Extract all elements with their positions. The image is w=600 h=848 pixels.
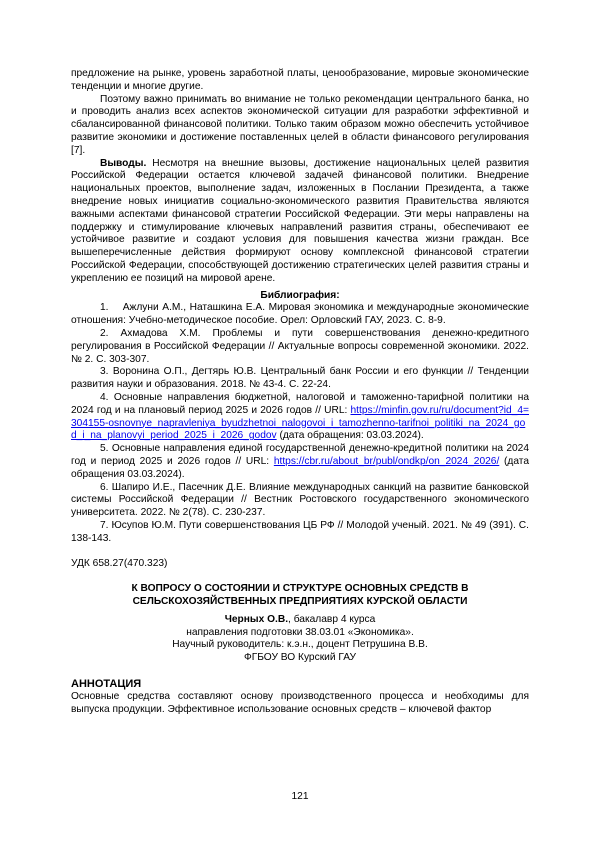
- cbr-link[interactable]: https://cbr.ru/about_br/publ/ondkp/on_2024_2026/: [273, 455, 500, 467]
- author-name: Черных О.В.: [224, 613, 289, 625]
- annotation-text: Основные средства составляют основу производственного процесса и необходимы для выпуска продукции. Эффективное использование основных средств – ключевой фактор: [71, 690, 529, 715]
- conclusion-text: Несмотря на внешние вызовы, достижение национальных целей развития Российской Федерации остается ключевой задачей финансовой политики. Внедрение национальных проектов, выполнение задач, изложенных в Послании Президента, а также внедрение новых инициатив социально-экономического развития Правительства являются важными аспектами финансовой стратегии Российской Федерации. Эти меры направлены на поддержку и стимулирование ключевых направлений развития страны, обеспечивают ее устойчивое развитие и создают условия для повышения качества жизни граждан. Все вышеперечисленные действия формируют основу комплексной финансовой стратегии Российской Федерации, способствующей достижению стратегических целей развития страны и укреплению ее позиций на мировой арене.: [71, 157, 529, 284]
- bibliography-item-5: 5. Основные направления единой государственной денежно-кредитной политики на 2024 год и период 2025 и 2026 годов // URL: https://cbr.ru/about_br/publ/ondkp/on_2024_2026/ (дата обращения 03.03.2024).: [71, 443, 529, 480]
- bibliography-title: Библиография:: [260, 289, 340, 301]
- minfin-link[interactable]: https://minfin.gov.ru/ru/document?id_4=304155-osnovnye_napravleniya_byudzhetnoi_nalogovoi_i_tamozhenno-tarifnoi_politiki_na_2024_god_i_na_planovyi_period_2025_i_2026_godov: [71, 404, 529, 442]
- bibliography-item-1: 1. Ажлуни А.М., Наташкина Е.А. Мировая экономика и международные экономические отношения: Учебно-методическое пособие. Орел: Орловский ГАУ, 2023. С. 8-9.: [71, 302, 529, 327]
- page-content: [71, 68, 529, 716]
- paragraph-intro: предложение на рынке, уровень заработной платы, ценообразование, мировые экономические тенденции и многие другие.: [71, 68, 529, 92]
- bibliography-item-4: 4. Основные направления бюджетной, налоговой и таможенно-тарифной политики на 2024 год и на плановый период 2025 и 2026 годов // URL: https://minfin.gov.ru/ru/document?id_4=304155-osnovnye_napravleniya_byudzhetnoi_nalogovoi_i_tamozhenno-tarifnoi_politiki_na_2024_god_i_na_planovyi_period_2025_i_2026_godov (дата обращения: 03.03.2024).: [71, 391, 529, 442]
- paragraph-conclusion: [71, 158, 529, 286]
- article-title: К ВОПРОСУ О СОСТОЯНИИ И СТРУКТУРЕ ОСНОВНЫХ СРЕДСТВ В СЕЛЬСКОХОЗЯЙСТВЕННЫХ ПРЕДПРИЯТИЯХ КУРСКОЙ ОБЛАСТИ: [131, 583, 469, 608]
- paragraph-policy: Поэтому важно принимать во внимание не только рекомендации центрального банка, но и проводить анализ всех аспектов экономической ситуации для разработки эффективной и сбалансированной финансовой политики. Только таким образом можно обеспечить устойчивое развитие экономики и достижение поставленных целей в области финансового регулирования [7].: [71, 93, 529, 156]
- annotation-section: [71, 691, 529, 717]
- bibliography-item-3: 3. Воронина О.П., Дегтярь Ю.В. Центральный банк России и его функции // Тенденции развития науки и образования. 2018. № 43-4. С. 22-24.: [71, 366, 529, 391]
- bibliography-item-6: 6. Шапиро И.Е., Пасечник Д.Е. Влияние международных санкций на развитие банковской системы Российской Федерации // Вестник Ростовского государственного экономического университета. 2022. № 2(78). С. 230-237.: [71, 481, 529, 519]
- bibliography-item-2: 2. Ахмадова Х.М. Проблемы и пути совершенствования денежно-кредитного регулирования в Российской Федерации // Актуальные вопросы современной экономики. 2022. № 2. С. 303-307.: [71, 327, 529, 365]
- page-number: 121: [291, 791, 309, 802]
- author-affiliation: ФГБОУ ВО Курский ГАУ: [243, 652, 357, 664]
- author-block: [71, 614, 529, 665]
- author-supervisor: Научный руководитель: к.э.н., доцент Петрушина В.В.: [172, 639, 428, 651]
- bibliography-item-7: 7. Юсупов Ю.М. Пути совершенствования ЦБ РФ // Молодой ученый. 2021. № 49 (391). С. 138-143.: [71, 519, 529, 544]
- annotation-title: АННОТАЦИЯ: [71, 678, 142, 691]
- udk-code: УДК 658.27(470.323): [71, 558, 168, 570]
- author-program: направления подготовки 38.03.01 «Экономика».: [186, 626, 414, 638]
- author-line: Черных О.В., бакалавр 4 курса: [224, 613, 376, 625]
- conclusion-label: Выводы.: [100, 157, 147, 169]
